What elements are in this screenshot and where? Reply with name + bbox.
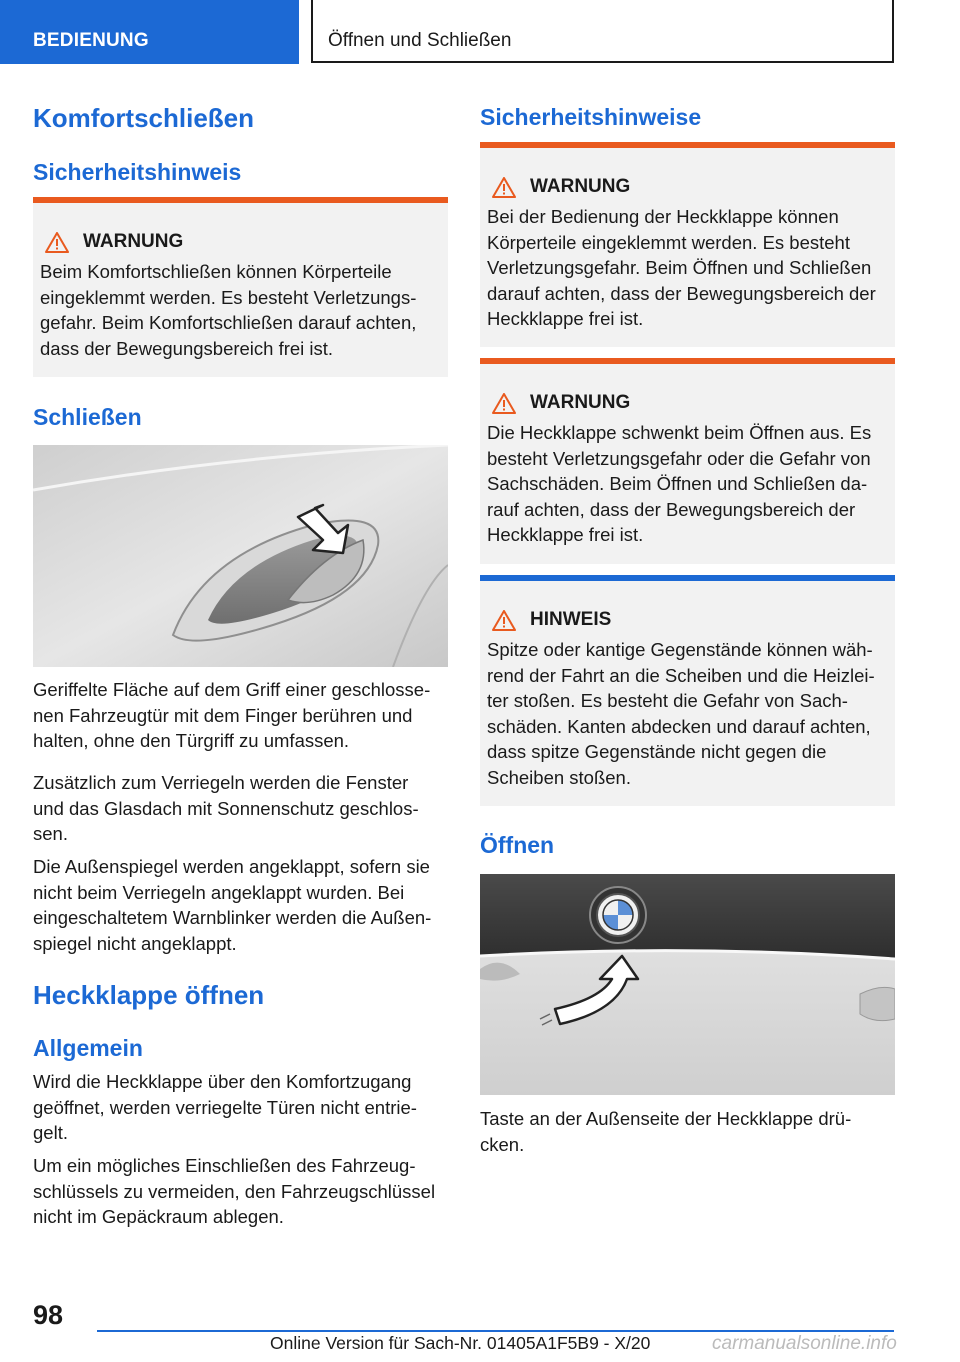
hinweis-box xyxy=(480,575,895,806)
caption-schliessen: Geriffelte Fläche auf dem Griff einer geschlosse- nen Fahrzeugtür mit dem Finger berühren und halten, ohne den Türgriff zu umfassen. xyxy=(33,679,431,751)
heading-sicherheitshinweise: Sicherheitshinweise xyxy=(480,104,702,130)
warning-header xyxy=(492,176,630,198)
warning-header xyxy=(492,392,630,414)
warning-label: WARNUNG xyxy=(530,176,631,197)
warning-text: Bei der Bedienung der Heckklappe können Körperteile eingeklemmt werden. Es besteht Verletzungsgefahr. Beim Öffnen und Schließen darauf achten, dass der Bewegungsbereich der Heckklappe frei ist. xyxy=(487,206,876,329)
online-version-text: Online Version für Sach-Nr. 01405A1F5B9 - X/20 xyxy=(270,1333,651,1353)
footer-divider xyxy=(97,1330,894,1332)
page-number: 98 xyxy=(33,1300,64,1330)
tailgate-button-image xyxy=(480,874,895,1095)
heading-allgemein: Allgemein xyxy=(33,1035,143,1061)
paragraph-schluessel: Um ein mögliches Einschließen des Fahrzeug- schlüssels zu vermeiden, den Fahrzeugschlüssel nicht im Gepäckraum ablegen. xyxy=(33,1155,436,1227)
heading-sicherheitshinweis: Sicherheitshinweis xyxy=(33,159,242,185)
heading-heckklappe-oeffnen: Heckklappe öffnen xyxy=(33,980,265,1010)
paragraph-fenster: Zusätzlich zum Verriegeln werden die Fenster und das Glasdach mit Sonnenschutz geschlos- sen. xyxy=(33,772,419,844)
door-handle-illustration xyxy=(33,445,448,667)
warning-box-bedienung xyxy=(480,142,895,347)
warning-box-schwenken xyxy=(480,358,895,564)
warning-triangle-icon xyxy=(45,232,69,253)
warning-triangle-icon xyxy=(492,177,516,198)
warning-box-komfort xyxy=(33,197,448,377)
chapter-title: Öffnen und Schließen xyxy=(328,30,512,51)
warning-label: WARNUNG xyxy=(530,392,631,413)
chapter-tab xyxy=(311,0,894,63)
heading-schliessen: Schließen xyxy=(33,404,142,430)
paragraph-komfortzugang: Wird die Heckklappe über den Komfortzugang geöffnet, werden verriegelte Türen nicht entrie- gelt. xyxy=(33,1071,417,1143)
warning-label: WARNUNG xyxy=(83,231,184,252)
section-tab xyxy=(0,0,299,64)
hinweis-header xyxy=(492,609,611,631)
paragraph-aussenspiegel: Die Außenspiegel werden angeklappt, sofern sie nicht beim Verriegeln angeklappt wurden. Bei eingeschaltetem Warnblinker werden die Außen- spiegel nicht angeklappt. xyxy=(33,856,432,954)
heading-oeffnen: Öffnen xyxy=(480,832,555,858)
watermark: carmanualsonline.info xyxy=(712,1333,897,1354)
hinweis-label: HINWEIS xyxy=(530,609,612,630)
warning-header xyxy=(45,231,183,253)
hinweis-text: Spitze oder kantige Gegenstände können wäh- rend der Fahrt an die Scheiben und die Heizlei- ter stoßen. Es besteht die Gefahr von Sach- schäden. Kanten abdecken und darauf achten, dass spitze Gegenstände nicht gegen die Scheiben stoßen. xyxy=(487,639,875,788)
caption-oeffnen: Taste an der Außenseite der Heckklappe drü- cken. xyxy=(480,1108,852,1155)
warning-text: Beim Komfortschließen können Körperteile eingeklemmt werden. Es besteht Verletzungs- gefahr. Beim Komfortschließen darauf achten, dass der Bewegungsbereich frei ist. xyxy=(40,261,417,359)
warning-triangle-icon xyxy=(492,610,516,631)
section-title: BEDIENUNG xyxy=(33,30,149,51)
tailgate-illustration xyxy=(480,874,895,1095)
door-handle-image xyxy=(33,445,448,667)
warning-triangle-icon xyxy=(492,393,516,414)
warning-text: Die Heckklappe schwenkt beim Öffnen aus. Es besteht Verletzungsgefahr oder die Gefahr von Sachschäden. Beim Öffnen und Schließen da- rauf achten, dass der Bewegungsbereich der Heckklappe frei ist. xyxy=(487,422,872,545)
heading-komfortschliessen: Komfortschließen xyxy=(33,103,255,133)
